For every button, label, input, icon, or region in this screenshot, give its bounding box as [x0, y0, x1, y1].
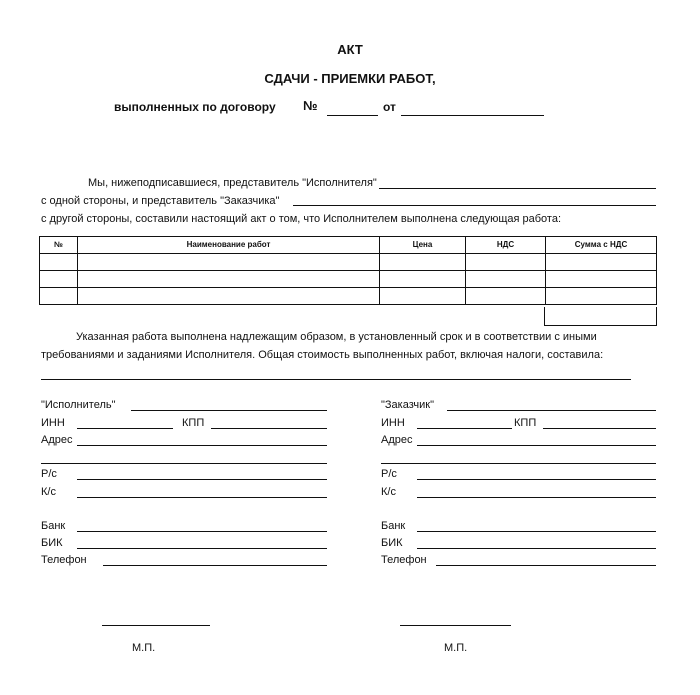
executor-rep-field[interactable] — [379, 188, 656, 189]
contract-number-field[interactable] — [327, 115, 378, 116]
executor-title: "Исполнитель" — [41, 399, 116, 411]
table-row — [40, 288, 657, 305]
cell-price[interactable] — [380, 288, 466, 305]
cell-total[interactable] — [546, 288, 657, 305]
executor-bank-field[interactable] — [77, 531, 327, 532]
document-subtitle: СДАЧИ - ПРИЕМКИ РАБОТ, — [264, 71, 436, 86]
conclusion-line-1: Указанная работа выполнена надлежащим образом, в установленный срок и в соответствии с иными — [76, 331, 597, 343]
executor-account-field[interactable] — [77, 479, 327, 480]
contract-date-field[interactable] — [401, 115, 544, 116]
customer-address-field-2[interactable] — [381, 463, 656, 464]
executor-inn-field[interactable] — [77, 428, 173, 429]
cell-work-name[interactable] — [78, 271, 380, 288]
customer-bank-label: Банк — [381, 520, 406, 532]
customer-corr-account-label: К/с — [381, 486, 396, 498]
customer-kpp-label: КПП — [514, 417, 537, 429]
document-title: АКТ — [337, 42, 363, 57]
customer-address-label: Адрес — [381, 434, 413, 446]
customer-stamp-label: М.П. — [444, 642, 468, 654]
customer-bik-label: БИК — [381, 537, 403, 549]
executor-corr-account-field[interactable] — [77, 497, 327, 498]
col-work-name: Наименование работ — [78, 237, 380, 254]
customer-title: "Заказчик" — [381, 399, 434, 411]
executor-phone-label: Телефон — [41, 554, 87, 566]
customer-bik-field[interactable] — [417, 548, 656, 549]
grand-total-cell[interactable] — [544, 307, 657, 326]
executor-corr-account-label: К/с — [41, 486, 56, 498]
intro-line-executor: Мы, нижеподписавшиеся, представитель "Исполнителя" — [88, 177, 377, 189]
customer-corr-account-field[interactable] — [417, 497, 656, 498]
cell-number[interactable] — [40, 288, 78, 305]
cell-vat[interactable] — [466, 271, 546, 288]
cell-number[interactable] — [40, 254, 78, 271]
customer-phone-field[interactable] — [436, 565, 656, 566]
cell-total[interactable] — [546, 271, 657, 288]
cell-price[interactable] — [380, 254, 466, 271]
contract-number-sign: № — [303, 98, 318, 113]
executor-inn-label: ИНН — [41, 417, 65, 429]
col-price: Цена — [380, 237, 466, 254]
customer-name-field[interactable] — [447, 410, 656, 411]
executor-address-field[interactable] — [77, 445, 327, 446]
customer-phone-label: Телефон — [381, 554, 427, 566]
customer-address-field[interactable] — [417, 445, 656, 446]
executor-bik-label: БИК — [41, 537, 63, 549]
col-vat: НДС — [466, 237, 546, 254]
cell-total[interactable] — [546, 254, 657, 271]
cell-work-name[interactable] — [78, 254, 380, 271]
customer-inn-field[interactable] — [417, 428, 512, 429]
customer-kpp-field[interactable] — [543, 428, 656, 429]
executor-account-label: Р/с — [41, 468, 57, 480]
cell-price[interactable] — [380, 271, 466, 288]
table-row — [40, 271, 657, 288]
table-row — [40, 254, 657, 271]
customer-account-label: Р/с — [381, 468, 397, 480]
customer-rep-field[interactable] — [293, 205, 656, 206]
customer-bank-field[interactable] — [417, 531, 656, 532]
executor-signature-field[interactable] — [102, 625, 210, 626]
works-table-header — [40, 237, 657, 254]
cell-work-name[interactable] — [78, 288, 380, 305]
contract-date-prefix: от — [383, 100, 396, 114]
executor-address-field-2[interactable] — [41, 463, 327, 464]
customer-signature-field[interactable] — [400, 625, 511, 626]
cell-number[interactable] — [40, 271, 78, 288]
executor-phone-field[interactable] — [103, 565, 327, 566]
col-number: № — [40, 237, 78, 254]
works-table — [39, 236, 657, 305]
executor-bik-field[interactable] — [77, 548, 327, 549]
cell-vat[interactable] — [466, 254, 546, 271]
executor-kpp-field[interactable] — [211, 428, 327, 429]
total-cost-field[interactable] — [41, 379, 631, 380]
conclusion-line-2: требованиями и заданиями Исполнителя. Общая стоимость выполненных работ, включая налоги, составила: — [41, 349, 604, 361]
contract-label: выполненных по договору — [114, 100, 276, 114]
executor-kpp-label: КПП — [182, 417, 205, 429]
intro-line-work: с другой стороны, составили настоящий акт о том, что Исполнителем выполнена следующая работа: — [41, 213, 562, 225]
executor-stamp-label: М.П. — [132, 642, 156, 654]
customer-account-field[interactable] — [417, 479, 656, 480]
customer-inn-label: ИНН — [381, 417, 405, 429]
executor-address-label: Адрес — [41, 434, 73, 446]
col-total-with-vat: Сумма с НДС — [546, 237, 657, 254]
cell-vat[interactable] — [466, 288, 546, 305]
intro-line-customer: с одной стороны, и представитель "Заказчика" — [41, 195, 280, 207]
executor-bank-label: Банк — [41, 520, 66, 532]
executor-name-field[interactable] — [131, 410, 327, 411]
